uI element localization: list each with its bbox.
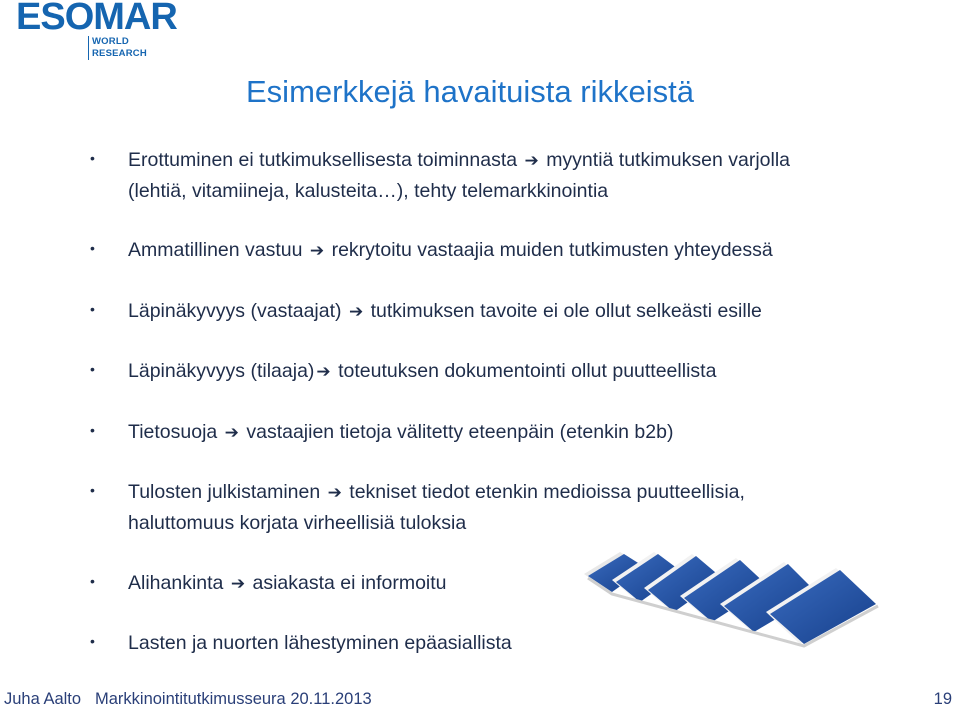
list-item-text: vastaajien tietoja välitetty eteenpäin (etenkin b2b) — [246, 421, 674, 443]
list-item-line — [128, 145, 868, 176]
bullet-marker: • — [90, 482, 95, 498]
bullet-marker: • — [90, 633, 95, 649]
list-item — [128, 417, 868, 448]
list-item-line — [128, 296, 868, 327]
list-item — [128, 356, 868, 387]
bullet-marker: • — [90, 240, 95, 256]
list-item-line — [128, 508, 868, 538]
list-item-text: toteutuksen dokumentointi ollut puutteellista — [332, 360, 717, 382]
list-item-text: (lehtiä, vitamiineja, kalusteita…), tehty telemarkkinointia — [128, 180, 609, 202]
list-item — [128, 477, 868, 538]
bullet-marker: • — [90, 301, 95, 317]
list-item-text: tekniset tiedot etenkin medioissa puutteellisia, — [349, 481, 745, 503]
list-item-text: asiakasta ei informoitu — [252, 572, 447, 594]
list-item — [128, 145, 868, 206]
list-item-text: haluttomuus korjata virheellisiä tuloksia — [128, 512, 467, 534]
arrow-icon: ➔ — [327, 483, 342, 503]
list-item-line — [128, 417, 868, 448]
slide-title: Esimerkkejä havaituista rikkeistä — [246, 74, 694, 109]
list-item — [128, 235, 868, 266]
list-item-line — [128, 477, 868, 508]
arrow-icon: ➔ — [524, 151, 539, 171]
list-item-text: Läpinäkyvyys (vastaajat) — [128, 300, 342, 322]
list-item-text: rekrytoitu vastaajia muiden tutkimusten yhteydessä — [331, 239, 773, 261]
booklets-illustration — [580, 540, 890, 652]
page-number: 19 — [933, 690, 952, 708]
arrow-icon: ➔ — [309, 241, 325, 261]
list-item-text: Ammatillinen vastuu — [128, 239, 303, 261]
list-item-line — [128, 356, 868, 387]
logo-wordmark: ESOMAR — [16, 0, 177, 38]
list-item — [128, 296, 868, 327]
booklet-stack — [584, 552, 878, 646]
list-item-text: Alihankinta — [128, 572, 224, 594]
bullet-marker: • — [90, 361, 95, 377]
list-item-text: tutkimuksen tavoite ei ole ollut selkeästi esille — [370, 300, 762, 322]
list-item-text: myyntiä tutkimuksen varjolla — [546, 149, 791, 171]
arrow-icon: ➔ — [230, 574, 246, 594]
list-item-line — [128, 235, 868, 266]
logo-tagline: WORLD RESEARCH — [88, 36, 186, 60]
bullet-marker: • — [90, 573, 95, 589]
list-item-text: Lasten ja nuorten lähestyminen epäasiallista — [128, 632, 512, 654]
slide-footer — [0, 686, 960, 712]
footer-event: Markkinointitutkimusseura 20.11.2013 — [95, 690, 372, 708]
arrow-icon: ➔ — [316, 362, 331, 382]
bullet-marker: • — [90, 150, 95, 166]
list-item-text: Tulosten julkistaminen — [128, 481, 321, 503]
bullet-marker: • — [90, 422, 95, 438]
list-item-text: Erottuminen ei tutkimuksellisesta toiminnasta — [128, 149, 518, 171]
arrow-icon: ➔ — [224, 423, 239, 443]
list-item-text: Läpinäkyvyys (tilaaja) — [128, 360, 315, 382]
arrow-icon: ➔ — [348, 302, 364, 322]
footer-author: Juha Aalto — [4, 690, 82, 708]
list-item-line — [128, 176, 868, 206]
list-item-text: Tietosuoja — [128, 421, 223, 443]
